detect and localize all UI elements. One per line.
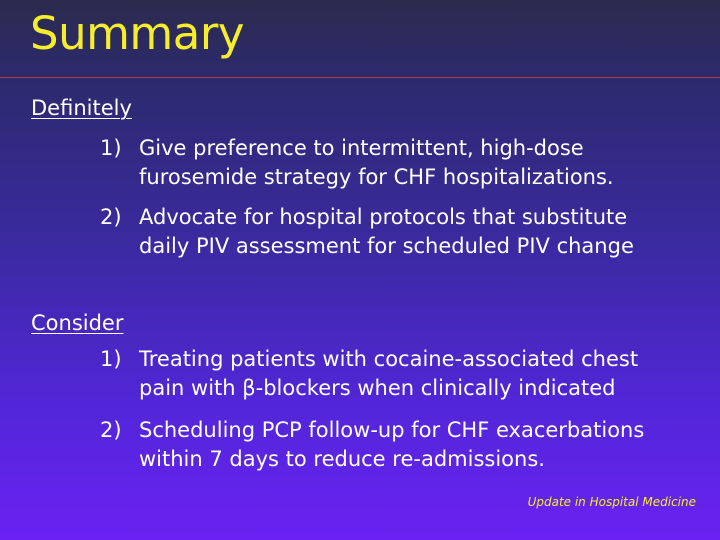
list-item-line: daily PIV assessment for scheduled PIV change — [139, 234, 634, 258]
list-item — [100, 416, 700, 474]
list-item-line: Advocate for hospital protocols that substitute — [139, 205, 628, 229]
list-item-text — [139, 203, 700, 261]
list-item-number: 1) — [100, 347, 122, 371]
list-item-line: Treating patients with cocaine-associated chest — [139, 347, 639, 371]
section-heading-consider: Consider — [31, 311, 124, 335]
list-item — [100, 345, 700, 403]
title-divider — [0, 77, 720, 78]
section-heading-definitely: Definitely — [31, 96, 132, 120]
footer-text: Update in Hospital Medicine — [527, 495, 696, 509]
list-item-line: within 7 days to reduce re-admissions. — [139, 447, 545, 471]
list-item-text — [139, 134, 700, 192]
list-item — [100, 134, 700, 192]
list-item-number: 2) — [100, 418, 122, 442]
list-item-line: furosemide strategy for CHF hospitalizations. — [139, 165, 614, 189]
list-item-number: 2) — [100, 205, 122, 229]
slide-title: Summary — [30, 7, 244, 60]
list-item-line: Give preference to intermittent, high-dose — [139, 136, 584, 160]
list-item — [100, 203, 700, 261]
list-item-line: pain with β-blockers when clinically indicated — [139, 376, 616, 400]
list-item-number: 1) — [100, 136, 122, 160]
list-item-text — [139, 345, 700, 403]
list-item-line: Scheduling PCP follow-up for CHF exacerbations — [139, 418, 645, 442]
list-item-text — [139, 416, 700, 474]
